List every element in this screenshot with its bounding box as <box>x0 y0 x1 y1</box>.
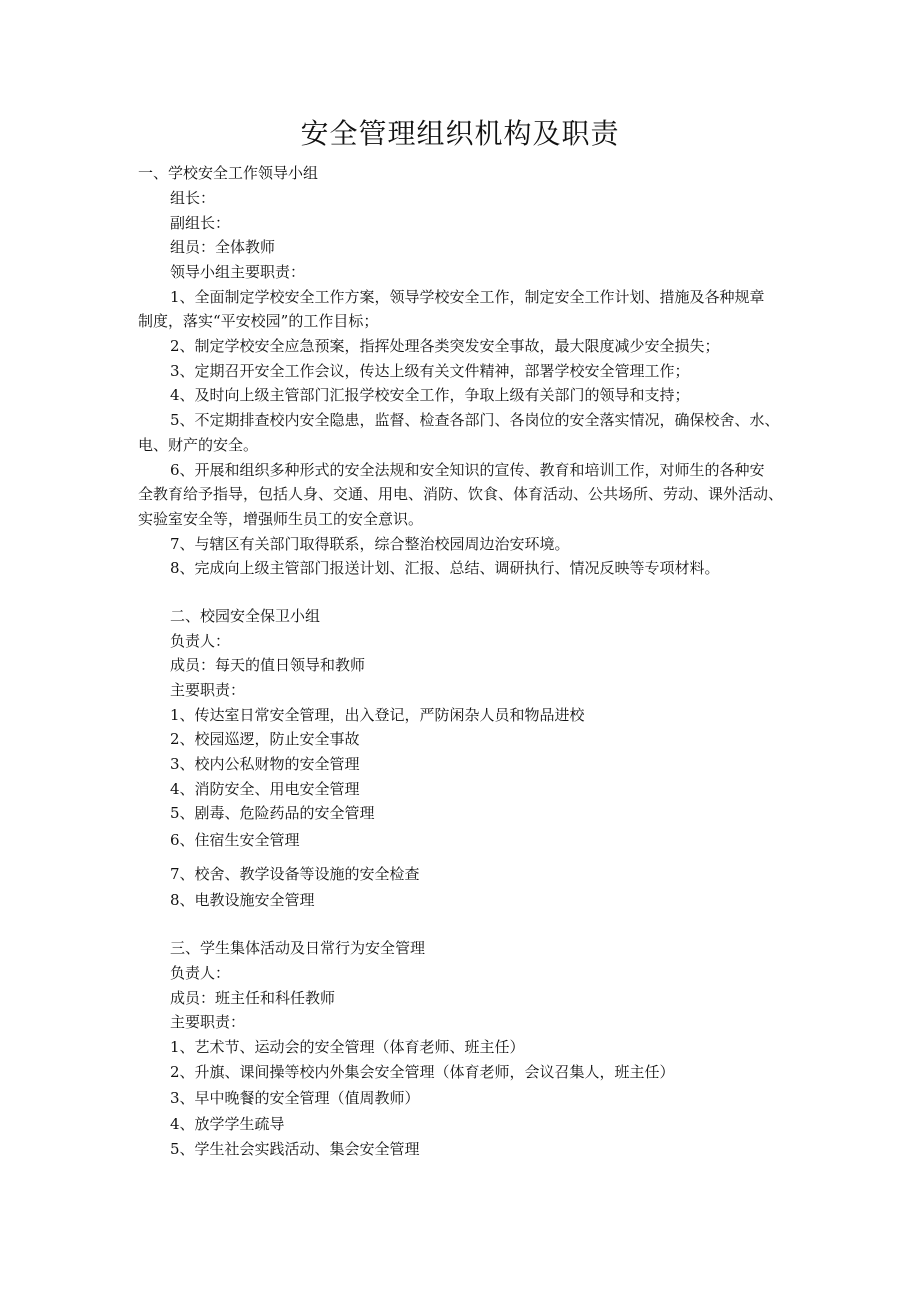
duty-item: 4、放学学生疏导 <box>170 1115 285 1133</box>
duty-item: 1、全面制定学校安全工作方案，领导学校安全工作，制定安全工作计划、措施及各种规章 <box>170 288 765 306</box>
duty-item: 3、校内公私财物的安全管理 <box>170 755 360 773</box>
members-line: 成员：每天的值日领导和教师 <box>170 656 366 674</box>
duties-label: 主要职责： <box>170 681 246 699</box>
leader-line: 负责人： <box>170 964 231 982</box>
members-line: 组员：全体教师 <box>170 238 276 256</box>
duty-item: 7、与辖区有关部门取得联系，综合整治校园周边治安环境。 <box>170 535 570 553</box>
duty-item: 5、不定期排查校内安全隐患，监督、检查各部门、各岗位的安全落实情况，确保校舍、水、 <box>170 411 780 429</box>
document-title: 安全管理组织机构及职责 <box>300 117 620 150</box>
members-line: 成员：班主任和科任教师 <box>170 989 336 1007</box>
duty-item: 3、定期召开安全工作会议，传达上级有关文件精神，部署学校安全管理工作； <box>170 362 690 380</box>
duty-item: 4、消防安全、用电安全管理 <box>170 780 360 798</box>
deputy-line: 副组长： <box>170 214 231 232</box>
section-heading: 三、学生集体活动及日常行为安全管理 <box>170 939 426 957</box>
duty-item: 1、艺术节、运动会的安全管理（体育老师、班主任） <box>170 1038 525 1056</box>
duty-item: 2、制定学校安全应急预案，指挥处理各类突发安全事故，最大限度减少安全损失； <box>170 337 720 355</box>
duties-label: 领导小组主要职责： <box>170 263 306 281</box>
duty-item: 1、传达室日常安全管理，出入登记，严防闲杂人员和物品进校 <box>170 706 585 724</box>
leader-line: 负责人： <box>170 632 231 650</box>
duty-item-continued: 电、财产的安全。 <box>138 436 259 454</box>
duty-item: 5、学生社会实践活动、集会安全管理 <box>170 1140 420 1158</box>
duty-item: 2、校园巡逻，防止安全事故 <box>170 730 360 748</box>
duty-item-continued: 制度，落实“平安校园”的工作目标； <box>138 312 379 330</box>
duty-item-continued: 全教育给予指导，包括人身、交通、用电、消防、饮食、体育活动、公共场所、劳动、课外活动、 <box>138 485 784 503</box>
duty-item: 2、升旗、课间操等校内外集会安全管理（体育老师，会议召集人，班主任） <box>170 1063 675 1081</box>
duties-label: 主要职责： <box>170 1013 246 1031</box>
duty-item: 6、开展和组织多种形式的安全法规和安全知识的宣传、教育和培训工作，对师生的各种安 <box>170 461 765 479</box>
duty-item: 3、早中晚餐的安全管理（值周教师） <box>170 1089 420 1107</box>
section-heading: 一、学校安全工作领导小组 <box>138 164 319 182</box>
leader-line: 组长： <box>170 189 216 207</box>
duty-item: 7、校舍、教学设备等设施的安全检查 <box>170 865 420 883</box>
duty-item: 6、住宿生安全管理 <box>170 831 300 849</box>
section-heading: 二、校园安全保卫小组 <box>170 607 321 625</box>
duty-item: 5、剧毒、危险药品的安全管理 <box>170 804 375 822</box>
duty-item: 4、及时向上级主管部门汇报学校安全工作，争取上级有关部门的领导和支持； <box>170 386 690 404</box>
duty-item: 8、电教设施安全管理 <box>170 891 315 909</box>
duty-item-continued: 实验室安全等，增强师生员工的安全意识。 <box>138 510 424 528</box>
duty-item: 8、完成向上级主管部门报送计划、汇报、总结、调研执行、情况反映等专项材料。 <box>170 559 720 577</box>
